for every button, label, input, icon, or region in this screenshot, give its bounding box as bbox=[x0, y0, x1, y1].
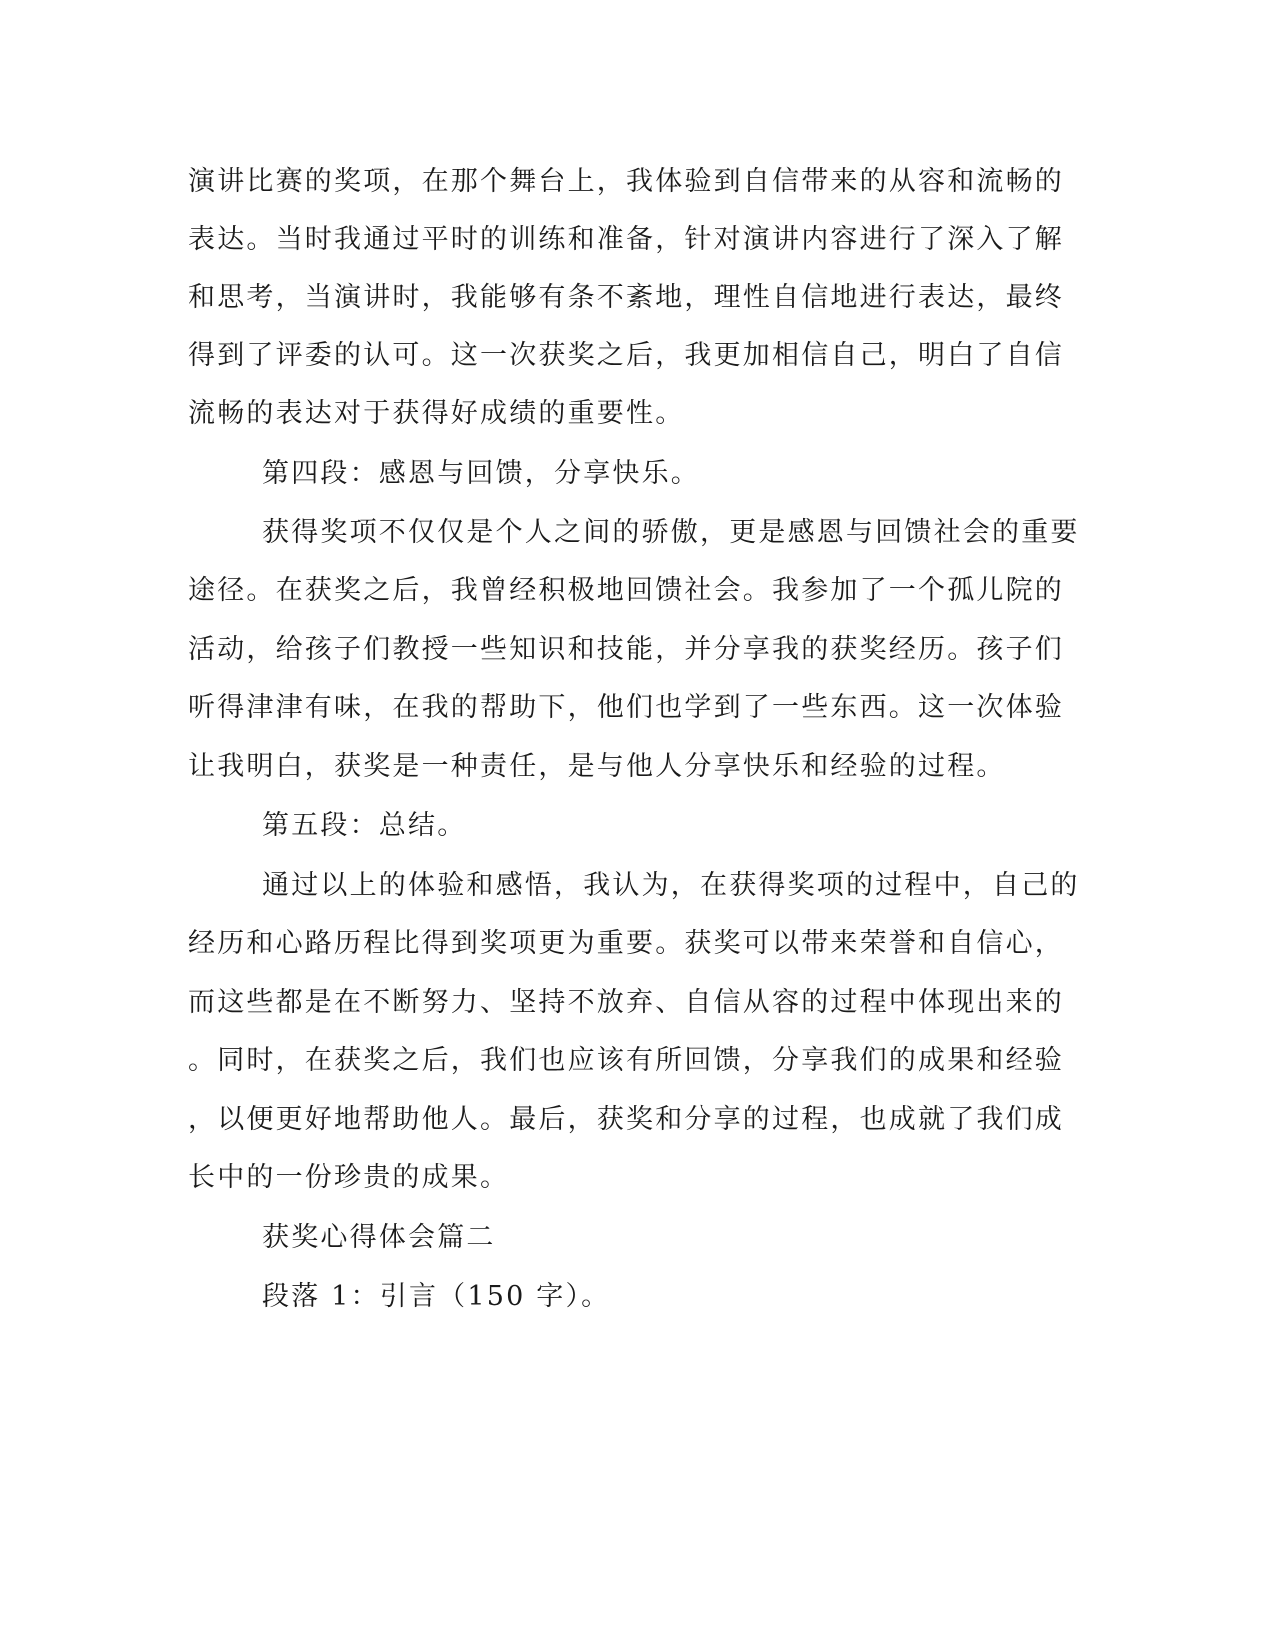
body-text-line: 通过以上的体验和感悟，我认为，在获得奖项的过程中，自己的 bbox=[262, 870, 1080, 901]
body-text-line: 活动，给孩子们教授一些知识和技能，并分享我的获奖经历。孩子们 bbox=[188, 634, 1064, 665]
body-text-line: 演讲比赛的奖项，在那个舞台上，我体验到自信带来的从容和流畅的 bbox=[188, 166, 1064, 197]
body-text-line: 流畅的表达对于获得好成绩的重要性。 bbox=[188, 398, 685, 429]
body-text-line: 和思考，当演讲时，我能够有条不紊地，理性自信地进行表达，最终 bbox=[188, 282, 1064, 313]
body-text-line: 表达。当时我通过平时的训练和准备，针对演讲内容进行了深入了解 bbox=[188, 224, 1064, 255]
body-text-line: 途径。在获奖之后，我曾经积极地回馈社会。我参加了一个孤儿院的 bbox=[188, 575, 1064, 606]
body-text-line: ，以便更好地帮助他人。最后，获奖和分享的过程，也成就了我们成 bbox=[188, 1104, 1064, 1135]
body-text-line: 。同时，在获奖之后，我们也应该有所回馈，分享我们的成果和经验 bbox=[188, 1045, 1064, 1076]
body-text-line: 让我明白，获奖是一种责任，是与他人分享快乐和经验的过程。 bbox=[188, 751, 1006, 782]
article-title: 获奖心得体会篇二 bbox=[262, 1222, 496, 1253]
section-heading-5: 第五段：总结。 bbox=[262, 810, 467, 841]
body-text-line: 获得奖项不仅仅是个人之间的骄傲，更是感恩与回馈社会的重要 bbox=[262, 517, 1080, 548]
body-text-line: 得到了评委的认可。这一次获奖之后，我更加相信自己，明白了自信 bbox=[188, 340, 1064, 371]
body-text-line: 经历和心路历程比得到奖项更为重要。获奖可以带来荣誉和自信心， bbox=[188, 928, 1064, 959]
body-text-line: 而这些都是在不断努力、坚持不放弃、自信从容的过程中体现出来的 bbox=[188, 987, 1064, 1018]
section-heading-4: 第四段：感恩与回馈，分享快乐。 bbox=[262, 458, 700, 489]
paragraph-heading: 段落 1：引言（150 字）。 bbox=[262, 1281, 611, 1312]
body-text-line: 长中的一份珍贵的成果。 bbox=[188, 1162, 510, 1193]
body-text-line: 听得津津有味，在我的帮助下，他们也学到了一些东西。这一次体验 bbox=[188, 692, 1064, 723]
